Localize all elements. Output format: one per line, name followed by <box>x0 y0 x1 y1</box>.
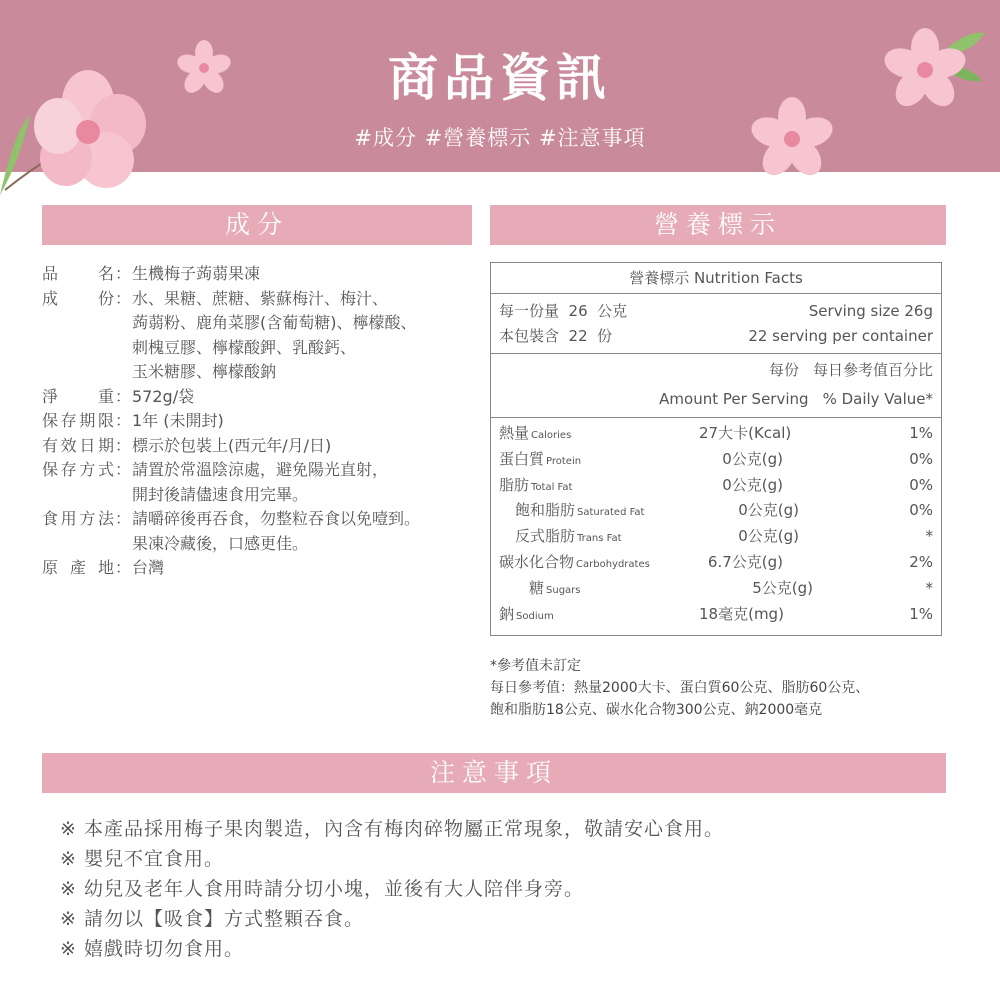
nutrient-name-en: Sodium <box>516 610 554 622</box>
ingredient-value-line: 標示於包裝上(西元年/月/日) <box>132 435 332 455</box>
nutrient-name <box>499 498 715 526</box>
nutrient-row <box>499 602 933 628</box>
nutrition-notes <box>490 655 960 721</box>
col-dv-en: % Daily Value* <box>822 390 933 408</box>
nutrition-rows <box>491 418 941 627</box>
nutrient-name-zh: 蛋白質 <box>499 449 545 468</box>
ingredient-values <box>132 507 472 556</box>
nutrient-name-en: Total Fat <box>531 481 573 493</box>
nutrient-daily-value: 1% <box>909 424 933 442</box>
nutrient-daily-value: * <box>925 527 933 546</box>
serving-count-en: 22 serving per container <box>748 327 933 345</box>
nutrition-table <box>490 262 942 636</box>
nutrition-title: 營養標示 Nutrition Facts <box>491 263 941 294</box>
ingredient-value-line: 請嚼碎後再吞食，勿整粒吞食以免噎到。 <box>132 509 421 528</box>
serving-count-zh: 本包裝含 22 份 <box>499 327 613 345</box>
ingredient-row <box>42 434 472 459</box>
nutrient-name <box>499 550 699 578</box>
ingredient-row <box>42 262 472 287</box>
caution-item: ※ 請勿以【吸食】方式整顆吞食。 <box>60 908 364 930</box>
nutrient-daily-value: 0% <box>909 475 933 494</box>
ingredient-value-line: 572g/袋 <box>132 386 195 406</box>
nutrient-name-en: Carbohydrates <box>576 558 650 570</box>
nutrient-name-en: Saturated Fat <box>577 507 645 519</box>
note-line: *參考值未訂定 <box>490 658 581 674</box>
nutrient-name-zh: 糖 <box>529 578 545 597</box>
ingredients-header: 成分 <box>42 205 472 245</box>
ingredient-colon: ： <box>114 435 131 455</box>
ingredient-row <box>42 458 472 507</box>
ingredient-label: 品名 <box>42 264 114 283</box>
serving-size-zh: 每一份量 26 公克 <box>499 302 628 320</box>
serving-size-en: Serving size 26g <box>808 302 933 320</box>
ingredient-values <box>132 434 472 459</box>
ingredient-label: 食用方法 <box>42 509 114 528</box>
nutrition-header: 營養標示 <box>490 205 946 245</box>
nutrient-amount: 6.7公克(g) <box>707 552 783 571</box>
ingredient-label: 有效日期 <box>42 435 114 455</box>
nutrient-name-en: Trans Fat <box>577 533 622 545</box>
ingredient-colon: ： <box>114 460 131 479</box>
nutrient-amount: 0公克(g) <box>738 501 799 520</box>
nutrient-daily-value: * <box>925 578 933 597</box>
nutrient-row <box>499 524 933 550</box>
caution-item: ※ 嬰兒不宜食用。 <box>60 848 224 870</box>
ingredient-colon: ： <box>114 288 131 308</box>
nutrient-name-zh: 脂肪 <box>499 475 530 494</box>
ingredient-values <box>132 409 472 434</box>
col-dv-zh: 每日參考值百分比 <box>812 361 933 379</box>
ingredient-colon: ： <box>114 264 131 283</box>
nutrient-name <box>499 576 729 604</box>
nutrient-amount: 0公克(g) <box>722 449 783 468</box>
nutrient-name <box>499 473 699 501</box>
caution-item: ※ 嬉戲時切勿食用。 <box>60 938 244 960</box>
note-line: 飽和脂肪18公克、碳水化合物300公克、鈉2000毫克 <box>490 702 823 718</box>
ingredient-label: 原產地 <box>42 558 114 577</box>
ingredient-value-line: 生機梅子蒟蒻果凍 <box>132 264 261 283</box>
nutrient-daily-value: 0% <box>909 501 933 520</box>
nutrient-amount: 5公克(g) <box>752 578 813 597</box>
ingredient-values <box>132 262 472 287</box>
col-per-serving-en: Amount Per Serving <box>659 390 809 408</box>
nutrient-name-en: Calories <box>531 430 572 441</box>
ingredient-label: 淨重 <box>42 386 114 406</box>
nutrient-name-en: Sugars <box>546 584 581 596</box>
nutrient-name-zh: 熱量 <box>499 424 530 442</box>
nutrient-name <box>499 421 699 449</box>
nutrient-amount: 0公克(g) <box>722 475 783 494</box>
nutrient-row <box>499 576 933 602</box>
nutrient-row <box>499 498 933 524</box>
ingredient-values <box>132 385 472 410</box>
ingredient-colon: ： <box>114 411 131 430</box>
nutrient-name <box>499 447 699 475</box>
nutrient-daily-value: 1% <box>909 604 933 623</box>
cautions-header: 注意事項 <box>42 753 946 793</box>
col-per-serving-zh: 每份 <box>768 361 799 379</box>
ingredient-row <box>42 507 472 556</box>
ingredient-label: 保存方式 <box>42 460 114 479</box>
ingredient-value-line: 開封後請儘速食用完畢。 <box>132 484 309 504</box>
nutrient-name <box>499 524 715 552</box>
ingredient-row <box>42 409 472 434</box>
ingredient-values <box>132 458 472 507</box>
ingredient-values <box>132 556 472 581</box>
ingredient-value-line: 水、果糖、蔗糖、紫蘇梅汁、梅汁、 <box>132 288 389 308</box>
nutrition-column-headers <box>491 354 941 418</box>
ingredient-value-line: 玉米糖膠、檸檬酸鈉 <box>132 362 277 381</box>
note-line: 每日參考值：熱量2000大卡、蛋白質60公克、脂肪60公克、 <box>490 680 870 696</box>
nutrient-name-en: Protein <box>546 455 582 467</box>
ingredient-value-line: 請置於常溫陰涼處，避免陽光直射， <box>132 460 389 479</box>
caution-item: ※ 本產品採用梅子果肉製造，內含有梅肉碎物屬正常現象，敬請安心食用。 <box>60 818 724 840</box>
ingredient-label: 保存期限 <box>42 411 114 430</box>
nutrient-row <box>499 550 933 576</box>
nutrient-name-zh: 飽和脂肪 <box>515 501 576 520</box>
ingredient-row <box>42 556 472 581</box>
ingredient-value-line: 1年 (未開封) <box>132 411 224 430</box>
ingredient-colon: ： <box>114 386 131 406</box>
nutrient-amount: 0公克(g) <box>738 527 799 546</box>
nutrient-name-zh: 反式脂肪 <box>515 527 576 546</box>
nutrient-row <box>499 421 933 447</box>
page-subtitle: #成分 #營養標示 #注意事項 <box>354 126 646 150</box>
serving-info <box>491 294 941 354</box>
ingredient-row <box>42 385 472 410</box>
ingredients-list <box>42 262 472 581</box>
nutrient-row <box>499 447 933 473</box>
ingredient-value-line: 刺槐豆膠、檸檬酸鉀、乳酸鈣、 <box>132 337 357 357</box>
ingredient-colon: ： <box>114 558 131 577</box>
ingredient-colon: ： <box>114 509 131 528</box>
caution-item: ※ 幼兒及老年人食用時請分切小塊，並後有大人陪伴身旁。 <box>60 878 584 900</box>
ingredient-value-line: 台灣 <box>132 558 165 577</box>
nutrient-row <box>499 473 933 499</box>
header-banner <box>0 0 1000 172</box>
ingredient-label: 成份 <box>42 288 114 308</box>
ingredient-value-line: 蒟蒻粉、鹿角菜膠(含葡萄糖)、檸檬酸、 <box>132 313 417 332</box>
ingredient-row <box>42 287 472 385</box>
nutrient-name <box>499 602 699 630</box>
ingredient-value-line: 果凍冷藏後，口感更佳。 <box>132 533 309 553</box>
nutrient-name-zh: 碳水化合物 <box>499 552 575 571</box>
ingredient-values <box>132 287 472 385</box>
nutrient-daily-value: 0% <box>909 449 933 468</box>
cautions-list <box>60 814 960 964</box>
page-title: 商品資訊 <box>388 49 612 107</box>
nutrient-name-zh: 鈉 <box>499 604 515 623</box>
nutrient-daily-value: 2% <box>909 552 933 571</box>
nutrient-amount: 27大卡(Kcal) <box>699 424 792 442</box>
nutrient-amount: 18毫克(mg) <box>699 604 784 623</box>
